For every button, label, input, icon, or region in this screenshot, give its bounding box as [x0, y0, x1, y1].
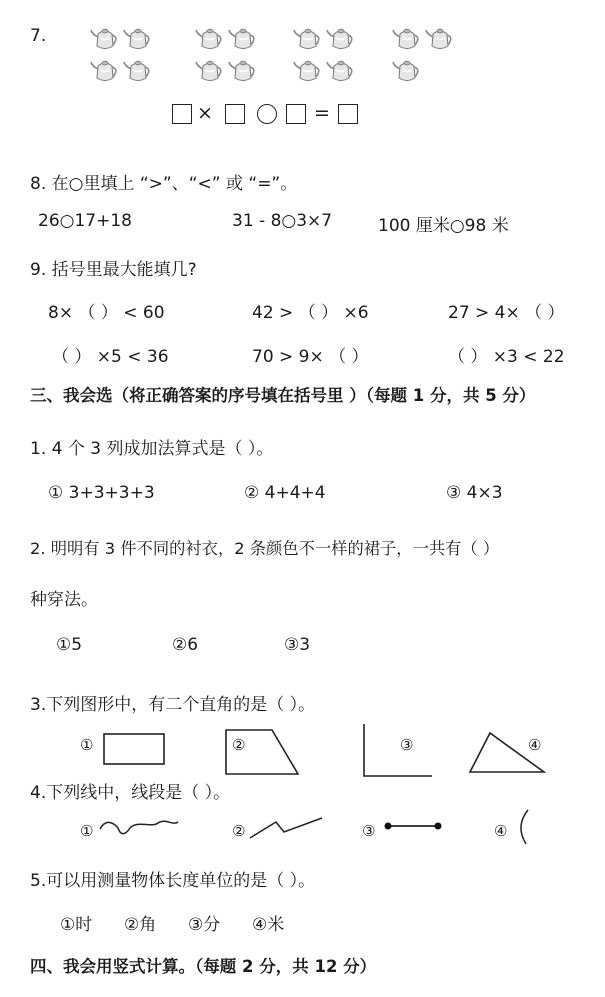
q9-prompt: 9. 括号里最大能填几? — [30, 260, 197, 280]
s3-q5-option: ④米 — [252, 915, 285, 935]
q9-item: 70 > 9× （ ） — [252, 347, 369, 367]
q7-number: 7. — [30, 26, 47, 46]
q8-prompt: 8. 在○里填上 “>”、“<” 或 “=”。 — [30, 174, 298, 194]
s3-q5-option: ③分 — [188, 915, 221, 935]
s3-q4-prompt: 4.下列线中，线段是（ ）。 — [30, 783, 231, 803]
q8-item-2: 31 - 8○3×7 — [232, 211, 333, 231]
q9-item: （ ） ×3 < 22 — [448, 347, 565, 367]
s3-q2-option: ②6 — [172, 635, 199, 655]
zigzag-line — [250, 818, 322, 838]
q9-item: 8× （ ） < 60 — [48, 303, 165, 323]
s3-q2-option: ③3 — [284, 635, 311, 655]
s3-q2-option: ①5 — [56, 635, 83, 655]
s3-q4-label: ② — [232, 822, 246, 840]
s3-q4-label: ④ — [494, 822, 508, 840]
s3-q2-prompt-line1: 2. 明明有 3 件不同的衬衣，2 条颜色不一样的裙子，一共有（ ） — [30, 539, 500, 558]
times-sign: × — [197, 102, 213, 124]
q9-item: （ ） ×5 < 36 — [52, 347, 169, 367]
q8-item-1: 26○17+18 — [38, 211, 132, 231]
q9-item: 42 > （ ） ×6 — [252, 303, 369, 323]
segment-endpoint — [385, 823, 392, 830]
curve-line — [100, 821, 178, 833]
q9-item: 27 > 4× （ ） — [448, 303, 565, 323]
s3-q1-option: ② 4+4+4 — [244, 483, 326, 503]
s3-q3-label: ① — [80, 736, 94, 754]
s3-q3-prompt: 3.下列图形中，有二个直角的是（ ）。 — [30, 695, 316, 715]
q8-item-3: 100 厘米○98 米 — [378, 216, 509, 236]
section-3-heading: 三、我会选（将正确答案的序号填在括号里 ）（每题 1 分，共 5 分） — [30, 386, 536, 405]
arc-line — [521, 810, 528, 844]
s3-q5-prompt: 5.可以用测量物体长度单位的是（ ）。 — [30, 871, 316, 891]
s3-q4-label: ① — [80, 822, 94, 840]
s3-q5-option: ②角 — [124, 915, 157, 935]
s3-q5-option: ①时 — [60, 915, 93, 935]
equals-sign: = — [314, 102, 330, 124]
s3-q3-label: ③ — [400, 736, 414, 754]
section-4-heading: 四、我会用竖式计算。（每题 2 分，共 12 分） — [30, 957, 377, 976]
s3-q1-prompt: 1. 4 个 3 列成加法算式是（ ）。 — [30, 439, 274, 459]
s3-q3-label: ④ — [528, 736, 542, 754]
segment-endpoint — [435, 823, 442, 830]
s3-q1-option: ③ 4×3 — [446, 483, 503, 503]
s3-q4-label: ③ — [362, 822, 376, 840]
s3-q3-label: ② — [232, 736, 246, 754]
s3-q2-prompt-line2: 种穿法。 — [30, 590, 98, 610]
s3-q1-option: ① 3+3+3+3 — [48, 483, 155, 503]
